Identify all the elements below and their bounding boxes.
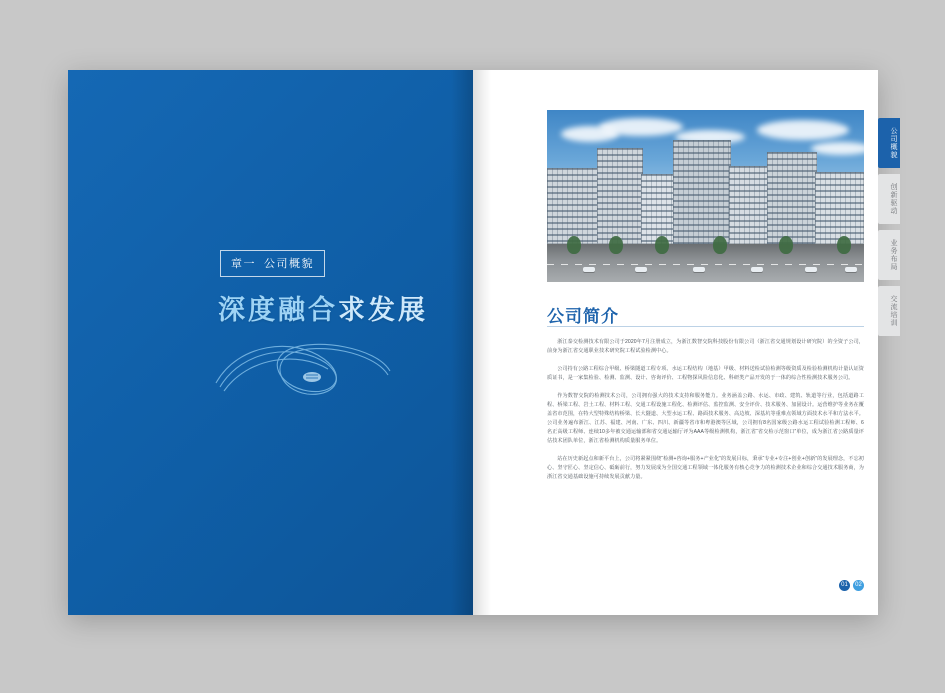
- car-shape: [583, 267, 595, 272]
- building-block: [597, 148, 643, 244]
- office-building-photo: [547, 110, 864, 282]
- cover-main-title: [218, 288, 428, 327]
- road-marking: [547, 264, 864, 265]
- side-tab-company-overview[interactable]: 公司概貌: [878, 118, 900, 168]
- tree-shape: [837, 236, 851, 254]
- car-shape: [805, 267, 817, 272]
- page-number: 02: [853, 580, 864, 591]
- tree-shape: [713, 236, 727, 254]
- tree-shape: [567, 236, 581, 254]
- side-tab-training[interactable]: 交流培训: [878, 286, 900, 336]
- side-tab-business-layout[interactable]: 业务布局: [878, 230, 900, 280]
- cover-title-part2: 求发展: [338, 295, 428, 325]
- building-block: [767, 152, 817, 244]
- cloud-shape: [757, 120, 849, 140]
- paragraph: 作为数智交院的检测技术公司，公司拥有强大的技术支持和服务能力。业务涵盖公路、水运、市政、建筑、轨道等行业，包括道路工程、桥梁工程、岩土工程、材料工程、交通工程设施工程化、检测评估、监控监测、安全评价、技术服务、加固设计。运营维护等业务在覆盖省市范围，在特大型特殊结构桥梁、长大隧道、大型水运工程、路面技术服务、高边坡、深基坑等重难点领域方面技术水平和方法水平。公司业务遍布浙江、江苏、福建、河南、广东、四川、新疆等省市和粤港澳等区域，公司拥有8名国家级公路水运工程试验检测工程师、6名正高级工程师、连续10多年被交通运输部和省交通运输厅评为AAA等级检测机构，浙江省“省交检示范窗口”单位，成为浙江省公路质量评估技术团队单位，浙江省检测机构质量服务单位。: [547, 393, 864, 444]
- chapter-title: 公司概貌: [264, 258, 314, 270]
- building-block: [815, 172, 864, 244]
- building-block: [729, 166, 769, 244]
- body-copy: [547, 338, 864, 491]
- content-page-right: [473, 70, 878, 615]
- cloud-shape: [811, 142, 864, 155]
- car-shape: [693, 267, 705, 272]
- chapter-number: 章一: [231, 258, 256, 270]
- page-gutter-shadow-left: [451, 70, 473, 615]
- tree-shape: [779, 236, 793, 254]
- building-block: [673, 140, 731, 244]
- side-index-tabs: [878, 118, 900, 342]
- side-tab-innovation[interactable]: 创新驱动: [878, 174, 900, 224]
- ribbon-swoosh-graphic: [208, 325, 398, 405]
- car-shape: [635, 267, 647, 272]
- building-block: [547, 168, 599, 244]
- cover-title-part1: 深度融合: [218, 295, 338, 325]
- paragraph: 浙江泰交检测技术有限公司于2020年7月注册成立，为浙江数智交院科技股份有限公司（浙江省交通规划设计研究院）的全资子公司，前身为浙江省交通职业技术研究院工程试验检测中心。: [547, 339, 864, 354]
- heading-divider: [547, 326, 864, 327]
- section-heading: 公司简介: [547, 307, 619, 326]
- page-number: 01: [839, 580, 850, 591]
- cloud-shape: [599, 118, 683, 136]
- paragraph: 站在历史新起点和新平台上，公司将紧紧围绕“检测+咨询+服务+产业化”的发展目标，秉承“专业+专注+创业+创新”的发展理念，不忘初心、坚守匠心、坚定信心、砥砺前行，努力发展成为全国交通工程领域一体化服务有核心竞争力的检测技术企业和综合交通技术服务商，为浙江省交通基础设施可持续发展贡献力量。: [547, 456, 864, 480]
- car-shape: [751, 267, 763, 272]
- brochure-spread: [68, 70, 878, 615]
- building-block: [641, 174, 675, 244]
- tree-shape: [655, 236, 669, 254]
- cover-page-left: [68, 70, 473, 615]
- paragraph: 公司持有公路工程综合甲级、桥梁隧道工程专项、水运工程结构（地基）甲级、材料送检试验检测等级资质及检验检测机构计量认证资质证书，是一家集检验、检测、监测、设计、咨询评价、工程物探风险信息化、科研类产品开发的于一体的综合性检测技术服务公司。: [547, 366, 864, 381]
- chapter-tag: [220, 250, 325, 277]
- page-gutter-shadow-right: [473, 70, 491, 615]
- page-number-badges: [839, 580, 864, 591]
- tree-shape: [609, 236, 623, 254]
- car-shape: [845, 267, 857, 272]
